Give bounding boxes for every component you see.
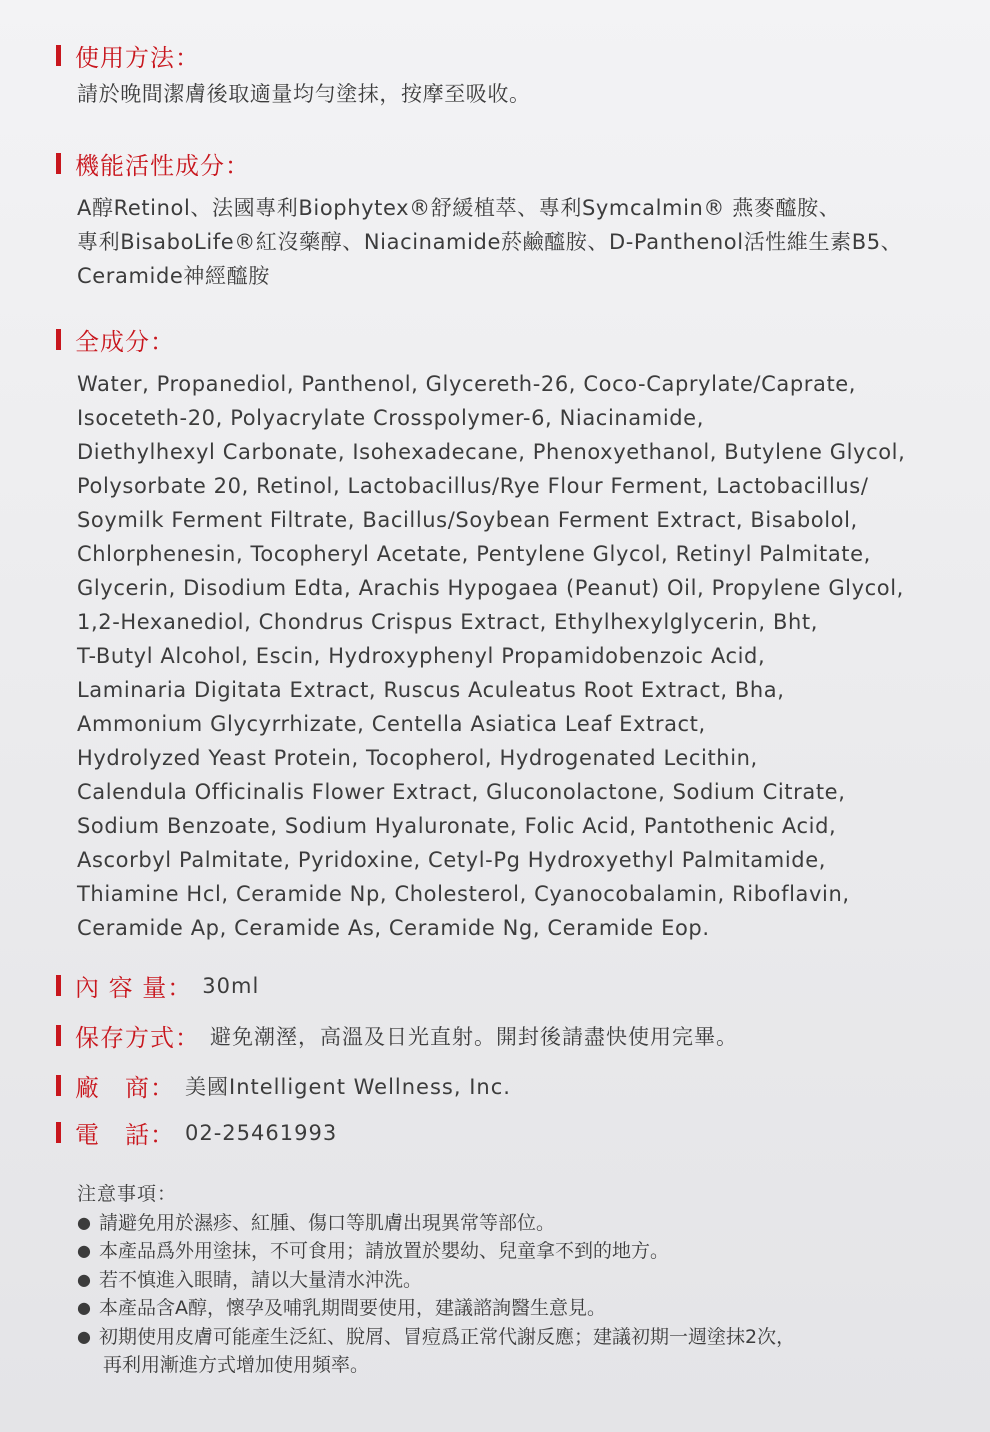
text-line: T-Butyl Alcohol, Escin, Hydroxyphenyl Propamidobenzoic Acid, <box>77 644 766 668</box>
manufacturer-value: 美國Intelligent Wellness, Inc. <box>185 1074 511 1099</box>
bullet-icon: ● <box>77 1269 91 1289</box>
manufacturer-heading-row <box>56 1068 950 1103</box>
text-line: 1,2-Hexanediol, Chondrus Crispus Extract, Ethylhexylglycerin, Bht, <box>77 610 818 634</box>
heading-marker <box>56 153 61 174</box>
phone-label: 電 話： <box>75 1121 175 1149</box>
bullet-icon: ● <box>77 1212 91 1232</box>
manufacturer-label: 廠 商： <box>75 1074 175 1102</box>
text-line: Water, Propanediol, Panthenol, Glycereth-26, Coco-Caprylate/Caprate, <box>77 372 857 396</box>
usage-heading: 使用方法： <box>75 44 200 72</box>
storage-value: 避免潮溼，高溫及日光直射。開封後請盡快使用完畢。 <box>210 1024 738 1049</box>
precautions-section <box>77 1180 960 1380</box>
text-line: Chlorphenesin, Tocopheryl Acetate, Pentylene Glycol, Retinyl Palmitate, <box>77 542 871 566</box>
text-line: Ceramide Ap, Ceramide As, Ceramide Ng, Ceramide Eop. <box>77 916 710 940</box>
text-line: Diethylhexyl Carbonate, Isohexadecane, Phenoxyethanol, Butylene Glycol, <box>77 440 906 464</box>
precaution-text: 若不慎進入眼睛，請以大量清水沖洗。 <box>99 1268 423 1291</box>
precaution-text: 本產品爲外用塗抹，不可食用；請放置於嬰幼、兒童拿不到的地方。 <box>99 1240 670 1262</box>
heading-marker <box>56 975 61 996</box>
list-item <box>77 1323 960 1352</box>
active-heading-row <box>56 146 950 181</box>
bullet-icon: ● <box>77 1326 91 1346</box>
heading-marker <box>56 1075 61 1096</box>
phone-row <box>56 1115 950 1150</box>
storage-label: 保存方式： <box>75 1024 200 1052</box>
precaution-continuation: 再利用漸進方式增加使用頻率。 <box>103 1354 370 1376</box>
text-line: Isoceteth-20, Polyacrylate Crosspolymer-6, Niacinamide, <box>77 406 704 430</box>
manufacturer-row <box>56 1068 950 1103</box>
text-line: Glycerin, Disodium Edta, Arachis Hypogaea (Peanut) Oil, Propylene Glycol, <box>77 576 904 600</box>
text-line: A醇Retinol、法國專利Biophytex®舒緩植萃、專利Symcalmin® 燕麥醯胺、 <box>77 196 841 220</box>
active-text <box>77 191 950 293</box>
phone-value: 02-25461993 <box>185 1120 338 1145</box>
text-line: 專利BisaboLife®紅沒藥醇、Niacinamide菸鹼醯胺、D-Panthenol活性維生素B5、 <box>77 230 903 254</box>
text-line: Calendula Officinalis Flower Extract, Gluconolactone, Sodium Citrate, <box>77 780 846 804</box>
bullet-icon: ● <box>77 1241 91 1260</box>
text-line: Ceramide神經醯胺 <box>77 264 270 288</box>
usage-text <box>77 77 950 111</box>
text-line: Laminaria Digitata Extract, Ruscus Aculeatus Root Extract, Bha, <box>77 678 785 702</box>
text-line: Hydrolyzed Yeast Protein, Tocopherol, Hydrogenated Lecithin, <box>77 746 758 770</box>
phone-heading-row <box>56 1115 950 1150</box>
list-item <box>77 1237 960 1266</box>
precaution-text: 本產品含A醇，懷孕及哺乳期間要使用，建議諮詢醫生意見。 <box>99 1297 606 1319</box>
active-heading: 機能活性成分： <box>75 152 250 180</box>
ingredients-heading-row <box>56 322 950 357</box>
full-ingredients-section <box>56 322 950 945</box>
text-line: Ammonium Glycyrrhizate, Centella Asiatica Leaf Extract, <box>77 712 706 736</box>
text-line: Soymilk Ferment Filtrate, Bacillus/Soybean Ferment Extract, Bisabolol, <box>77 508 858 532</box>
text-line: Ascorbyl Palmitate, Pyridoxine, Cetyl-Pg Hydroxyethyl Palmitamide, <box>77 848 826 872</box>
list-item <box>77 1266 960 1295</box>
text-line: 請於晚間潔膚後取適量均勻塗抹，按摩至吸收。 <box>77 82 531 106</box>
bullet-icon: ● <box>77 1298 91 1317</box>
volume-value: 30ml <box>202 973 260 998</box>
storage-row <box>56 1018 950 1053</box>
text-line: Sodium Benzoate, Sodium Hyaluronate, Folic Acid, Pantothenic Acid, <box>77 814 837 838</box>
heading-marker <box>56 45 61 66</box>
precaution-text: 請避免用於濕疹、紅腫、傷口等肌膚出現異常等部位。 <box>99 1211 556 1234</box>
ingredients-heading: 全成分： <box>75 328 175 356</box>
storage-heading-row <box>56 1018 950 1053</box>
ingredients-text <box>77 367 950 945</box>
active-ingredients-section <box>56 146 950 293</box>
precaution-text: 初期使用皮膚可能產生泛紅、脫屑、冒痘爲正常代謝反應；建議初期一週塗抹2次， <box>99 1325 796 1348</box>
volume-label: 內 容 量： <box>75 974 193 1002</box>
heading-marker <box>56 1025 61 1046</box>
heading-marker <box>56 329 61 350</box>
usage-section <box>56 38 950 111</box>
text-line: Thiamine Hcl, Ceramide Np, Cholesterol, Cyanocobalamin, Riboflavin, <box>77 882 850 906</box>
volume-heading-row <box>56 968 950 1003</box>
heading-marker <box>56 1122 61 1143</box>
usage-heading-row <box>56 38 950 73</box>
precautions-title: 注意事項： <box>77 1183 178 1205</box>
list-item <box>77 1294 960 1323</box>
text-line: Polysorbate 20, Retinol, Lactobacillus/Rye Flour Ferment, Lactobacillus/ <box>77 474 869 498</box>
list-item <box>77 1209 960 1238</box>
volume-row <box>56 968 950 1003</box>
